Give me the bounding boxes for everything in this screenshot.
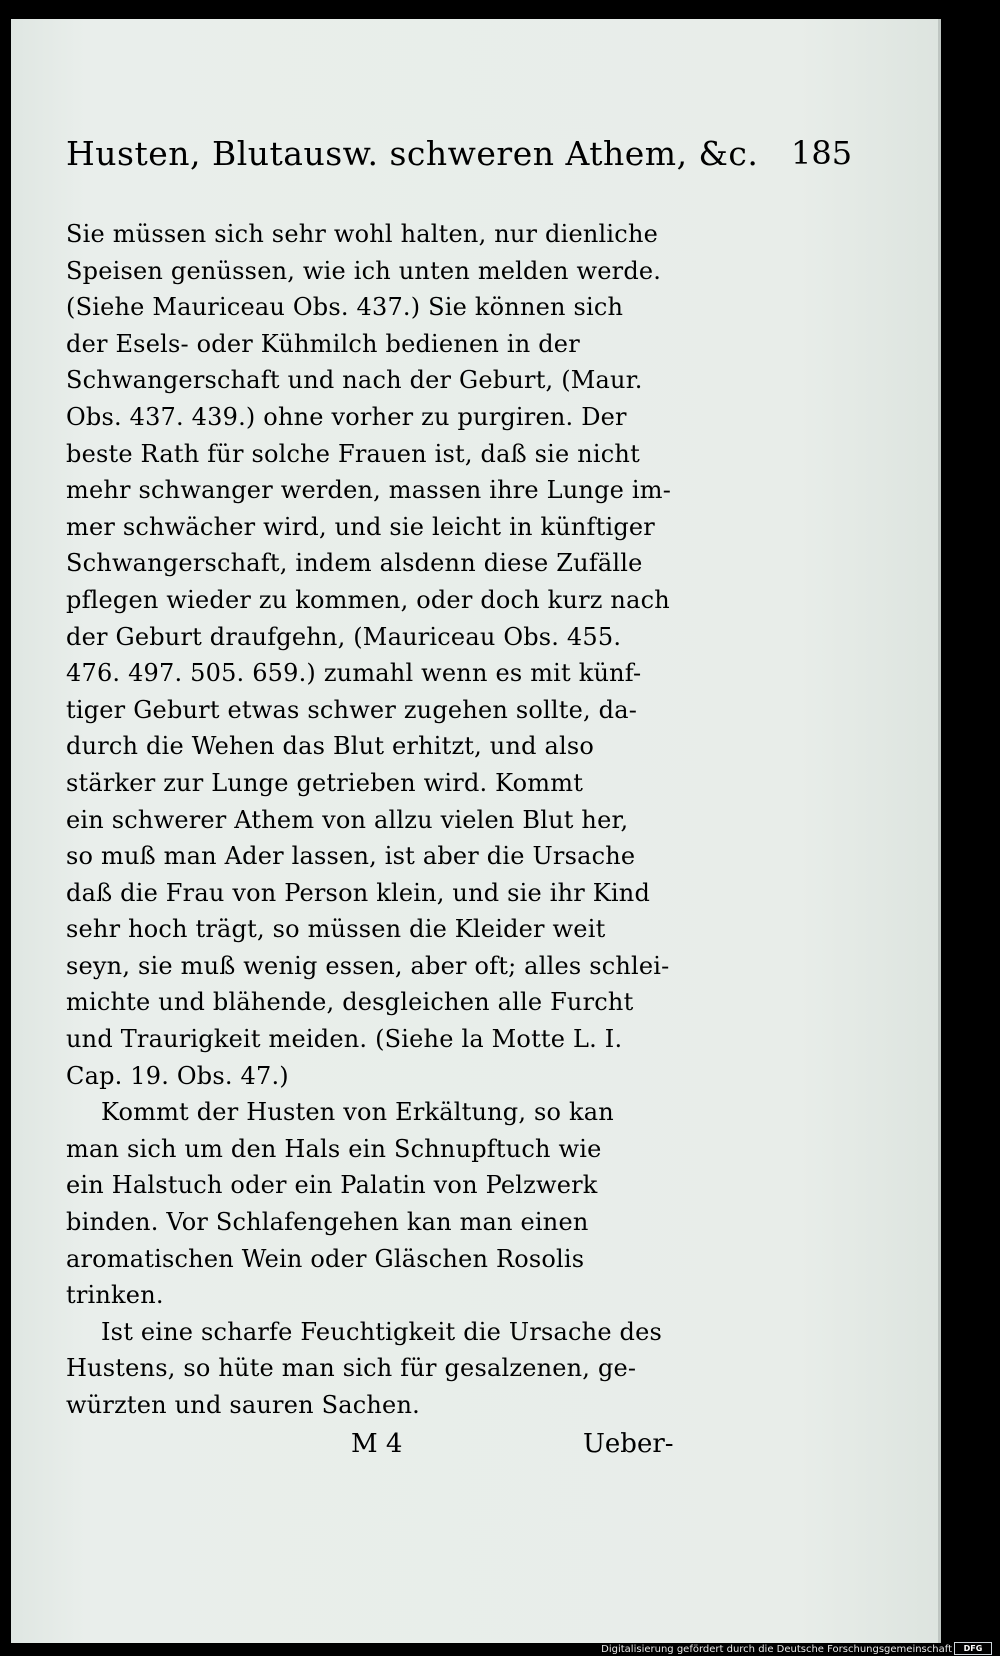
page-edge	[938, 19, 941, 1643]
text-line: Schwangerschaft, indem alsdenn diese Zufälle	[66, 549, 643, 578]
text-line: pflegen wieder zu kommen, oder doch kurz nach	[66, 585, 670, 614]
paragraph-start-line: Ist eine scharfe Feuchtigkeit die Ursache des	[101, 1317, 663, 1346]
page-number: 185	[791, 134, 853, 172]
text-line: beste Rath für solche Frauen ist, daß sie nicht	[66, 439, 640, 468]
text-line: Hustens, so hüte man sich für gesalzenen, ge-	[66, 1354, 637, 1383]
text-line: Cap. 19. Obs. 47.)	[66, 1061, 289, 1090]
catchword: Ueber-	[583, 1429, 674, 1459]
text-line: mehr schwanger werden, massen ihre Lunge im-	[66, 476, 672, 505]
funding-bar	[0, 1643, 1000, 1656]
text-line: sehr hoch trägt, so müssen die Kleider weit	[66, 915, 606, 944]
running-head-title: Husten, Blutausw. schweren Athem, &c.	[66, 134, 759, 173]
page-footer	[11, 1429, 691, 1469]
text-line: der Esels- oder Kühmilch bedienen in der	[66, 329, 580, 358]
running-head	[66, 134, 853, 184]
book-page	[11, 19, 938, 1643]
text-line: trinken.	[66, 1281, 164, 1310]
text-line: daß die Frau von Person klein, und sie ihr Kind	[66, 878, 651, 907]
text-line: Sie müssen sich sehr wohl halten, nur dienliche	[66, 220, 659, 248]
body-text	[66, 216, 672, 1424]
funding-note: Digitalisierung gefördert durch die Deutsche Forschungsgemeinschaft	[601, 1644, 952, 1655]
text-line: ein schwerer Athem von allzu vielen Blut her,	[66, 805, 629, 834]
text-line: (Siehe Mauriceau Obs. 437.) Sie können sich	[66, 293, 624, 322]
text-line: Schwangerschaft und nach der Geburt, (Maur.	[66, 366, 643, 395]
text-line: tiger Geburt etwas schwer zugehen sollte, da-	[66, 695, 638, 724]
paragraph-start-line: Kommt der Husten von Erkältung, so kan	[101, 1098, 614, 1127]
text-line: man sich um den Hals ein Schnupftuch wie	[66, 1134, 602, 1163]
text-line: stärker zur Lunge getrieben wird. Kommt	[66, 768, 584, 797]
text-line: Speisen genüssen, wie ich unten melden werde.	[66, 256, 662, 285]
text-line: michte und blähende, desgleichen alle Furcht	[66, 988, 634, 1017]
text-line: der Geburt draufgehn, (Mauriceau Obs. 455.	[66, 622, 622, 651]
text-line: so muß man Ader lassen, ist aber die Ursache	[66, 842, 636, 871]
text-line: seyn, sie muß wenig essen, aber oft; alles schlei-	[66, 951, 670, 980]
dfg-logo-icon: DFG	[954, 1642, 992, 1655]
text-line: Obs. 437. 439.) ohne vorher zu purgiren. Der	[66, 402, 627, 431]
text-line: durch die Wehen das Blut erhitzt, und also	[66, 732, 595, 761]
text-line: ein Halstuch oder ein Palatin von Pelzwerk	[66, 1171, 598, 1200]
text-line: aromatischen Wein oder Gläschen Rosolis	[66, 1244, 585, 1273]
signature-mark: M 4	[351, 1429, 403, 1459]
text-line: und Traurigkeit meiden. (Siehe la Motte L. I.	[66, 1025, 623, 1054]
text-line: würzten und sauren Sachen.	[66, 1391, 420, 1419]
text-line: 476. 497. 505. 659.) zumahl wenn es mit künf-	[66, 659, 642, 688]
text-line: mer schwächer wird, und sie leicht in künftiger	[66, 512, 655, 541]
text-line: binden. Vor Schlafengehen kan man einen	[66, 1208, 589, 1237]
